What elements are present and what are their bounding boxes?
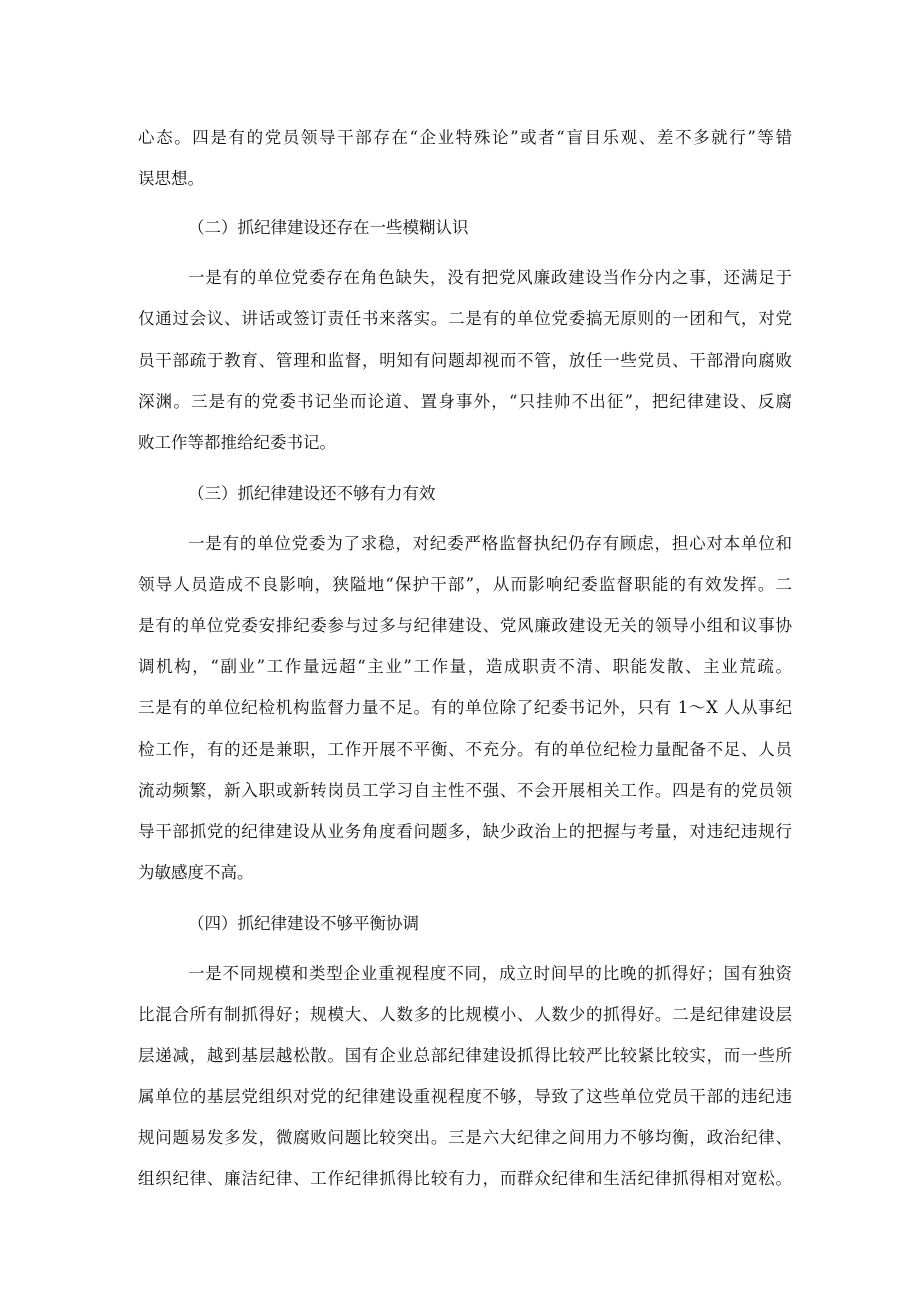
paragraph-line: 比混合所有制抓得好；规模大、人数多的比规模小、人数少的抓得好。二是纪律建设层 xyxy=(138,1005,792,1024)
paragraph-line: 层递减，越到基层越松散。国有企业总部纪律建设抓得比较严比较紧比较实，而一些所 xyxy=(138,1046,792,1065)
paragraph-line: 规问题易发多发，微腐败问题比较突出。三是六大纪律之间用力不够均衡，政治纪律、 xyxy=(138,1128,792,1147)
paragraph-line: 误思想。 xyxy=(138,169,204,188)
paragraph-line: 领导人员造成不良影响，狭隘地“保护干部”，从而影响纪委监督职能的有效发挥。二 xyxy=(138,575,792,594)
paragraph-line: 仅通过会议、讲话或签订责任书来落实。二是有的单位党委搞无原则的一团和气，对党 xyxy=(138,309,792,328)
paragraph-line: 为敏感度不高。 xyxy=(138,863,254,882)
section-heading-4: （四）抓纪律建设不够平衡协调 xyxy=(188,914,419,933)
section-heading-3: （三）抓纪律建设还不够有力有效 xyxy=(188,484,436,503)
paragraph-line: 调机构，“副业”工作量远超“主业”工作量，造成职责不清、职能发散、主业荒疏。 xyxy=(138,657,792,676)
paragraph-line: 是有的单位党委安排纪委参与过多与纪律建设、党风廉政建设无关的领导小组和议事协 xyxy=(138,616,792,635)
paragraph-line: 流动频繁，新入职或新转岗员工学习自主性不强、不会开展相关工作。四是有的党员领 xyxy=(138,781,792,800)
paragraph-line: 一是不同规模和类型企业重视程度不同，成立时间早的比晚的抓得好；国有独资 xyxy=(188,964,792,983)
paragraph-line: 检工作，有的还是兼职，工作开展不平衡、不充分。有的单位纪检力量配备不足、人员 xyxy=(138,740,792,759)
section-heading-2: （二）抓纪律建设还存在一些模糊认识 xyxy=(188,218,469,237)
paragraph-line: 一是有的单位党委存在角色缺失，没有把党风廉政建设当作分内之事，还满足于 xyxy=(188,268,792,287)
paragraph-line: 一是有的单位党委为了求稳，对纪委严格监督执纪仍存有顾虑，担心对本单位和 xyxy=(188,534,792,553)
paragraph-line: 败工作等都推给纪委书记。 xyxy=(138,433,336,452)
paragraph-line: 深渊。三是有的党委书记坐而论道、置身事外，“只挂帅不出征”，把纪律建设、反腐 xyxy=(138,392,792,411)
paragraph-line: 属单位的基层党组织对党的纪律建设重视程度不够，导致了这些单位党员干部的违纪违 xyxy=(138,1087,792,1106)
paragraph-line: 导干部抓党的纪律建设从业务角度看问题多，缺少政治上的把握与考量，对违纪违规行 xyxy=(138,822,792,841)
paragraph-line: 组织纪律、廉洁纪律、工作纪律抓得比较有力，而群众纪律和生活纪律抓得相对宽松。 xyxy=(138,1169,792,1188)
paragraph-line: 员干部疏于教育、管理和监督，明知有问题却视而不管，放任一些党员、干部滑向腐败 xyxy=(138,351,792,370)
paragraph-line: 心态。四是有的党员领导干部存在“企业特殊论”或者“盲目乐观、差不多就行”等错 xyxy=(138,128,792,147)
paragraph-line: 三是有的单位纪检机构监督力量不足。有的单位除了纪委书记外，只有 1～X 人从事纪 xyxy=(138,698,792,717)
